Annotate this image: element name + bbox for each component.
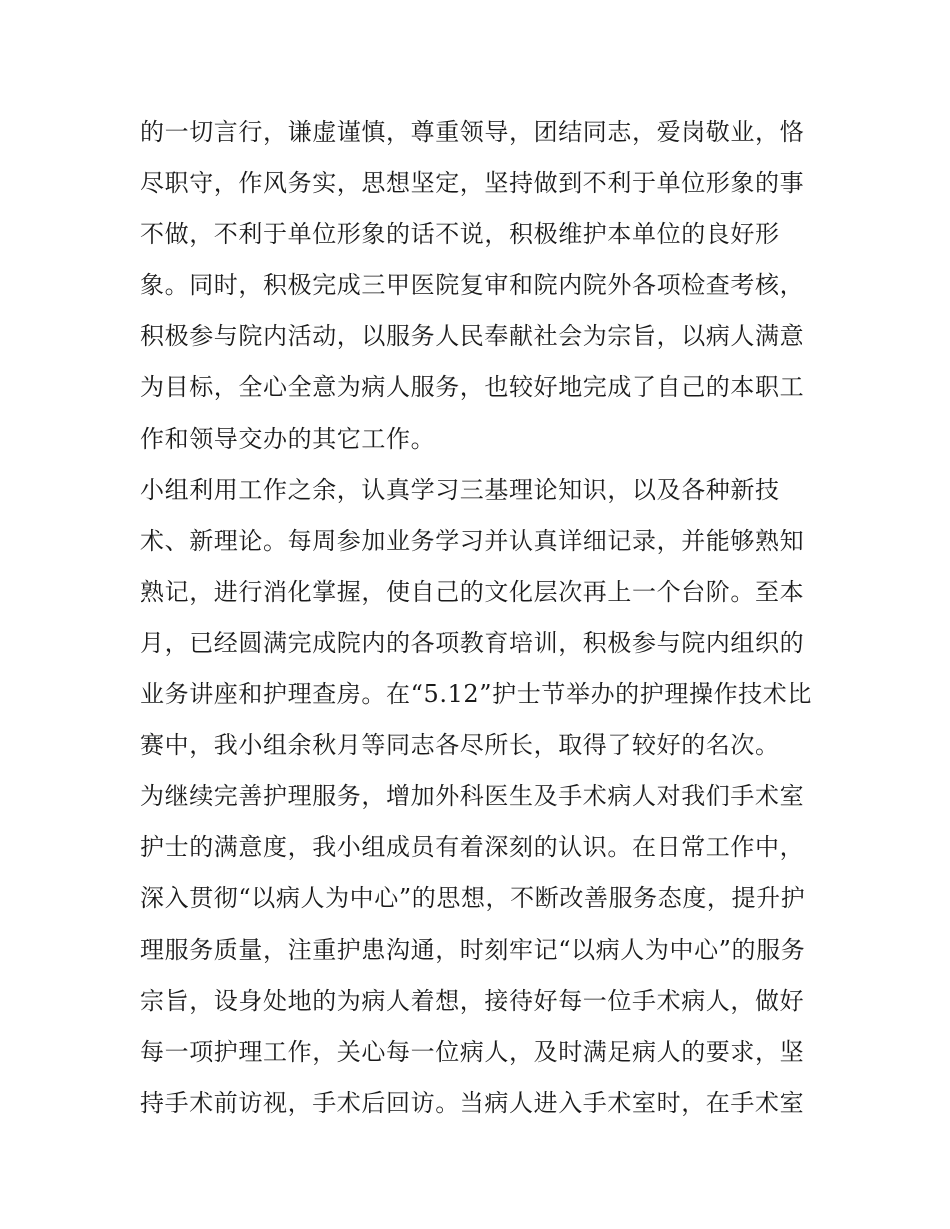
text-line: 不做，不利于单位形象的话不说，积极维护本单位的良好形 [140,220,780,249]
text-line: 术、新理论。每周参加业务学习并认真详细记录，并能够熟知 [140,526,805,555]
text-line: 象。同时，积极完成三甲医院复审和院内院外各项检查考核， [140,271,805,300]
text-line: 理服务质量，注重护患沟通，时刻牢记“以病人为中心”的服务 [140,935,806,964]
text-line: 积极参与院内活动，以服务人民奉献社会为宗旨，以病人满意 [140,322,805,351]
text-line: 尽职守，作风务实，思想坚定，坚持做到不利于单位形象的事 [140,169,805,198]
text-line: 作和领导交办的其它工作。 [140,424,436,453]
text-line: 月，已经圆满完成院内的各项教育培训，积极参与院内组织的 [140,628,805,657]
text-line: 为目标，全心全意为病人服务，也较好地完成了自己的本职工 [140,373,805,402]
text-line: 熟记，进行消化掌握，使自己的文化层次再上一个台阶。至本 [140,577,805,606]
text-line: 护士的满意度，我小组成员有着深刻的认识。在日常工作中， [140,833,805,862]
text-line: 的一切言行，谦虚谨慎，尊重领导，团结同志，爱岗敬业，恪 [140,118,805,146]
text-line: 宗旨，设身处地的为病人着想，接待好每一位手术病人，做好 [140,986,805,1015]
text-line: 持手术前访视，手术后回访。当病人进入手术室时，在手术室 [140,1088,805,1117]
text-line: 为继续完善护理服务，增加外科医生及手术病人对我们手术室 [140,782,805,811]
text-line: 小组利用工作之余，认真学习三基理论知识，以及各种新技 [140,475,780,504]
text-line: 赛中，我小组余秋月等同志各尽所长，取得了较好的名次。 [140,731,780,760]
body-text [140,107,830,1129]
text-line: 深入贯彻“以病人为中心”的思想，不断改善服务态度，提升护 [140,884,806,913]
text-line: 业务讲座和护理查房。在“5.12”护士节举办的护理操作技术比 [140,680,812,709]
text-line: 每一项护理工作，关心每一位病人，及时满足病人的要求，坚 [140,1037,805,1066]
